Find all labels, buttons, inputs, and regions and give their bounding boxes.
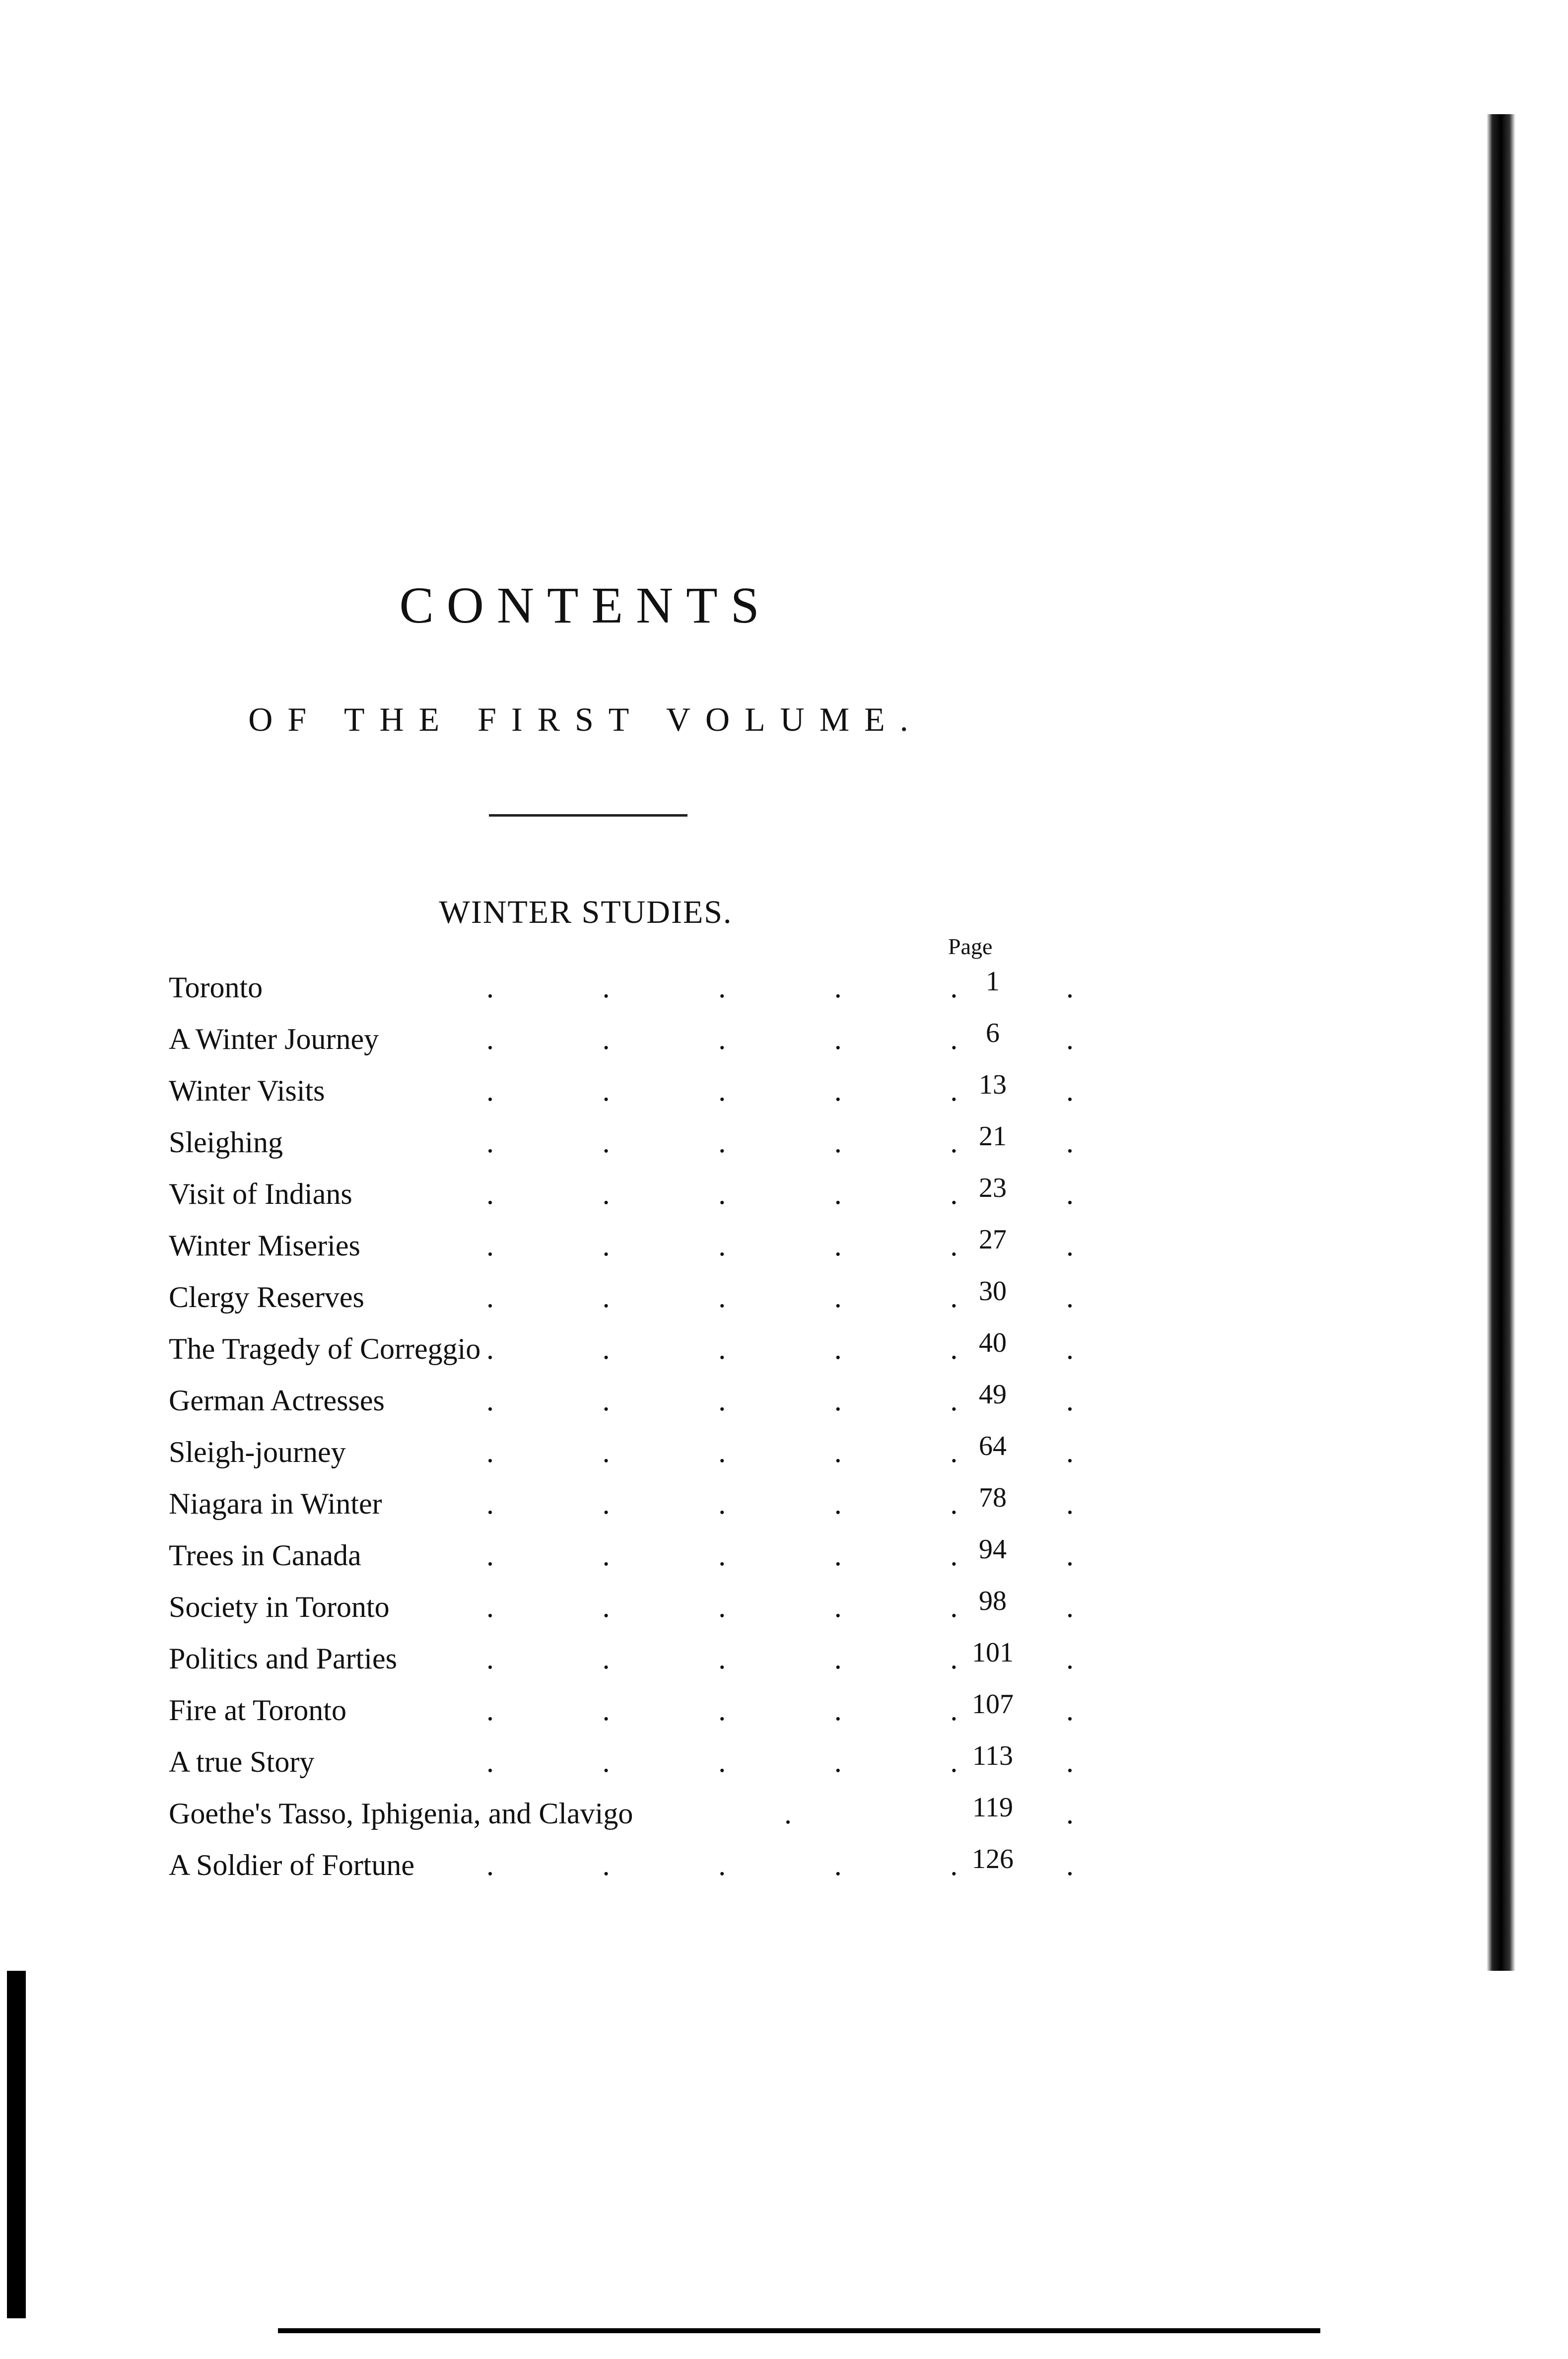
toc-entry-page: 49 [979, 1379, 1007, 1410]
toc-entry-page: 126 [972, 1844, 1014, 1874]
toc-entry [169, 1121, 1074, 1177]
toc-entry-title: Toronto [169, 971, 263, 1004]
toc-entry-page: 1 [986, 966, 1000, 997]
toc-entry [169, 1018, 1074, 1074]
toc-entry-page: 40 [979, 1327, 1007, 1358]
toc-entry [169, 1173, 1074, 1229]
dot-leader: . . . . . . [486, 1487, 1074, 1520]
toc-entry-title: Society in Toronto [169, 1591, 390, 1623]
toc-entry-title: The Tragedy of Correggio [169, 1332, 481, 1365]
scan-edge-shadow-right [1487, 114, 1515, 1971]
table-of-contents [169, 966, 1074, 1900]
toc-entry-page: 101 [972, 1637, 1014, 1668]
toc-entry-title: Politics and Parties [169, 1642, 397, 1675]
toc-entry [169, 1534, 1074, 1590]
dot-leader: . . . . . . [486, 1642, 1074, 1675]
contents-subtitle: OF THE FIRST VOLUME. [248, 700, 923, 738]
toc-entry-page: 6 [986, 1018, 1000, 1048]
toc-entry [169, 1637, 1074, 1693]
toc-entry-page: 107 [972, 1689, 1014, 1720]
toc-entry-page: 98 [979, 1586, 1007, 1616]
dot-leader: . . . . . . [486, 1384, 1074, 1417]
toc-entry-page: 64 [979, 1431, 1007, 1461]
section-title: WINTER STUDIES. [439, 894, 733, 930]
dot-leader: . . . . . . [486, 1745, 1074, 1778]
toc-entry-page: 94 [979, 1534, 1007, 1565]
dot-leader: . . . . . . [486, 1281, 1074, 1314]
toc-entry-title: A true Story [169, 1745, 315, 1778]
contents-title: CONTENTS [399, 577, 772, 634]
toc-entry-title: Niagara in Winter [169, 1487, 382, 1520]
toc-entry-title: Clergy Reserves [169, 1281, 364, 1314]
toc-entry-title: Goethe's Tasso, Iphigenia, and Clavigo [169, 1797, 633, 1830]
toc-entry-title: Sleigh-journey [169, 1436, 346, 1468]
dot-leader: . . . . . . [486, 1436, 1074, 1468]
toc-entry [169, 1689, 1074, 1745]
toc-entry-title: A Soldier of Fortune [169, 1849, 414, 1881]
dot-leader: . . . . . . [486, 1126, 1074, 1159]
toc-entry-page: 27 [979, 1224, 1007, 1255]
toc-entry-page: 30 [979, 1276, 1007, 1307]
toc-entry-title: A Winter Journey [169, 1023, 379, 1055]
toc-entry [169, 1327, 1074, 1384]
toc-entry-page: 21 [979, 1121, 1007, 1152]
dot-leader: . . . . . . [486, 1074, 1074, 1107]
toc-entry-page: 23 [979, 1173, 1007, 1203]
dot-leader: . . . . . . [486, 971, 1074, 1004]
toc-entry [169, 1844, 1074, 1900]
dot-leader: . . . . . . [486, 1332, 1074, 1365]
toc-entry [169, 1431, 1074, 1487]
toc-entry [169, 1224, 1074, 1280]
dot-leader: . . . . . . [486, 1178, 1074, 1210]
toc-entry-page: 113 [972, 1740, 1013, 1771]
dot-leader: . . [784, 1797, 1074, 1830]
dot-leader: . . . . . . [486, 1539, 1074, 1572]
toc-entry [169, 1482, 1074, 1538]
scan-edge-shadow-left [7, 1971, 26, 2318]
toc-entry [169, 1069, 1074, 1125]
toc-entry [169, 1586, 1074, 1642]
toc-entry-page: 119 [972, 1792, 1013, 1823]
toc-entry-title: Visit of Indians [169, 1178, 352, 1210]
toc-entry [169, 1379, 1074, 1435]
title-divider [489, 814, 687, 817]
toc-entry-title: German Actresses [169, 1384, 385, 1417]
toc-entry [169, 1792, 1074, 1848]
toc-entry-title: Sleighing [169, 1126, 283, 1159]
toc-entry-title: Winter Miseries [169, 1229, 360, 1262]
dot-leader: . . . . . . [486, 1591, 1074, 1623]
toc-entry-page: 13 [979, 1069, 1007, 1100]
page-column-label: Page [948, 934, 993, 959]
scan-bottom-line [278, 2328, 1320, 2333]
dot-leader: . . . . . . [486, 1229, 1074, 1262]
toc-entry [169, 966, 1074, 1022]
toc-entry-title: Trees in Canada [169, 1539, 361, 1572]
dot-leader: . . . . . . [486, 1023, 1074, 1055]
toc-entry-title: Fire at Toronto [169, 1694, 346, 1727]
dot-leader: . . . . . . [486, 1694, 1074, 1727]
toc-entry [169, 1740, 1074, 1797]
toc-entry-title: Winter Visits [169, 1074, 325, 1107]
toc-entry-page: 78 [979, 1482, 1007, 1513]
toc-entry [169, 1276, 1074, 1332]
dot-leader: . . . . . . [486, 1849, 1074, 1881]
